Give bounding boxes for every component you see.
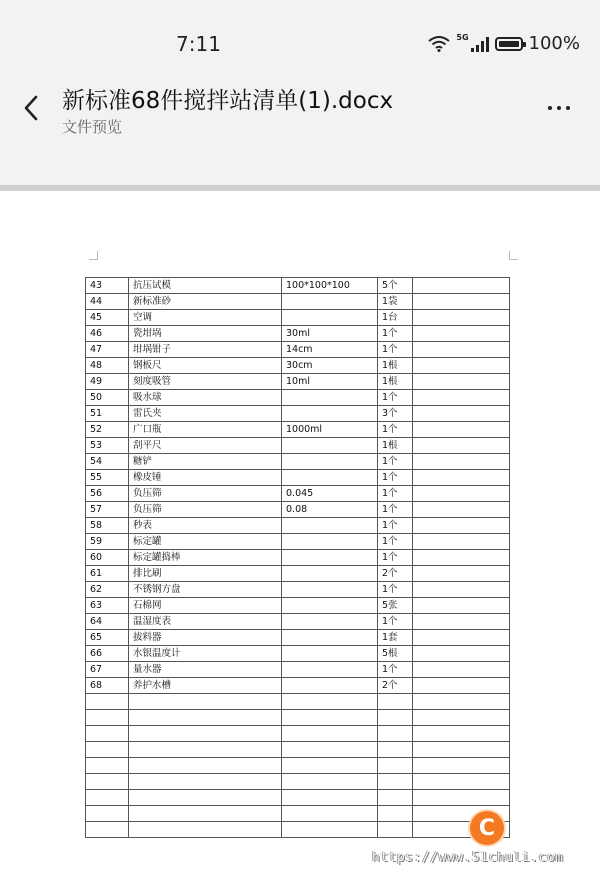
- spec-cell: [282, 774, 378, 790]
- remark-cell: [413, 534, 510, 550]
- spec-cell: 100*100*100: [282, 278, 378, 294]
- item-name-cell: 雷氏夹: [129, 406, 282, 422]
- table-row: [86, 774, 510, 790]
- network-type: 5G: [456, 33, 469, 42]
- quantity-cell: [378, 742, 413, 758]
- remark-cell: [413, 630, 510, 646]
- remark-cell: [413, 742, 510, 758]
- spec-cell: [282, 790, 378, 806]
- table-row: [86, 278, 510, 294]
- item-name-cell: 排比刷: [129, 566, 282, 582]
- more-options-icon[interactable]: [544, 96, 574, 120]
- item-name-cell: 量水器: [129, 662, 282, 678]
- status-time: 7:11: [176, 32, 221, 56]
- spec-cell: [282, 294, 378, 310]
- item-name-cell: 吸水球: [129, 390, 282, 406]
- item-name-cell: 糖铲: [129, 454, 282, 470]
- row-number-cell: 47: [86, 342, 129, 358]
- table-row: [86, 726, 510, 742]
- item-name-cell: 负压筛: [129, 486, 282, 502]
- quantity-cell: [378, 822, 413, 838]
- item-name-cell: 刮平尺: [129, 438, 282, 454]
- spec-cell: [282, 758, 378, 774]
- watermark-logo-letter: C: [478, 815, 496, 841]
- table-row: [86, 518, 510, 534]
- row-number-cell: 55: [86, 470, 129, 486]
- item-name-cell: 瓷坩埚: [129, 326, 282, 342]
- remark-cell: [413, 358, 510, 374]
- table-row: [86, 342, 510, 358]
- table-row: [86, 502, 510, 518]
- item-name-cell: [129, 742, 282, 758]
- table-row: [86, 422, 510, 438]
- remark-cell: [413, 294, 510, 310]
- remark-cell: [413, 486, 510, 502]
- spec-cell: [282, 662, 378, 678]
- quantity-cell: 5根: [378, 646, 413, 662]
- remark-cell: [413, 598, 510, 614]
- crop-mark-left: [89, 251, 98, 260]
- table-row: [86, 582, 510, 598]
- remark-cell: [413, 374, 510, 390]
- spec-cell: [282, 390, 378, 406]
- spec-cell: [282, 582, 378, 598]
- remark-cell: [413, 502, 510, 518]
- spec-cell: [282, 518, 378, 534]
- row-number-cell: 59: [86, 534, 129, 550]
- item-name-cell: [129, 694, 282, 710]
- remark-cell: [413, 342, 510, 358]
- row-number-cell: [86, 758, 129, 774]
- item-name-cell: [129, 774, 282, 790]
- spec-cell: [282, 678, 378, 694]
- quantity-cell: 1套: [378, 630, 413, 646]
- item-name-cell: 广口瓶: [129, 422, 282, 438]
- quantity-cell: 1个: [378, 454, 413, 470]
- remark-cell: [413, 438, 510, 454]
- table-row: [86, 614, 510, 630]
- remark-cell: [413, 518, 510, 534]
- quantity-cell: 1个: [378, 326, 413, 342]
- quantity-cell: 1袋: [378, 294, 413, 310]
- remark-cell: [413, 758, 510, 774]
- remark-cell: [413, 470, 510, 486]
- table-row: [86, 694, 510, 710]
- status-bar: [0, 0, 600, 86]
- remark-cell: [413, 790, 510, 806]
- crop-mark-right: [509, 251, 518, 260]
- watermark-url: https://www.51chuli.com: [372, 850, 564, 865]
- row-number-cell: 46: [86, 326, 129, 342]
- row-number-cell: 64: [86, 614, 129, 630]
- row-number-cell: 49: [86, 374, 129, 390]
- table-row: [86, 294, 510, 310]
- quantity-cell: 1个: [378, 614, 413, 630]
- row-number-cell: 52: [86, 422, 129, 438]
- spec-cell: [282, 694, 378, 710]
- remark-cell: [413, 326, 510, 342]
- item-name-cell: 新标准砂: [129, 294, 282, 310]
- toolbar-spacer: [0, 144, 600, 185]
- item-name-cell: 水银温度计: [129, 646, 282, 662]
- row-number-cell: [86, 694, 129, 710]
- spec-cell: 0.045: [282, 486, 378, 502]
- item-name-cell: 拔料器: [129, 630, 282, 646]
- spec-cell: [282, 438, 378, 454]
- remark-cell: [413, 774, 510, 790]
- table-row: [86, 470, 510, 486]
- status-icons: [428, 33, 580, 54]
- table-row: [86, 438, 510, 454]
- row-number-cell: 48: [86, 358, 129, 374]
- item-name-cell: 抗压试模: [129, 278, 282, 294]
- file-subtitle: 文件预览: [62, 118, 123, 136]
- table-row: [86, 662, 510, 678]
- row-number-cell: 50: [86, 390, 129, 406]
- app-header: [0, 86, 600, 144]
- quantity-cell: 5个: [378, 278, 413, 294]
- quantity-cell: 1台: [378, 310, 413, 326]
- item-name-cell: 不锈钢方盘: [129, 582, 282, 598]
- spec-cell: [282, 470, 378, 486]
- row-number-cell: [86, 790, 129, 806]
- item-name-cell: [129, 758, 282, 774]
- remark-cell: [413, 694, 510, 710]
- quantity-cell: 1个: [378, 342, 413, 358]
- row-number-cell: 58: [86, 518, 129, 534]
- row-number-cell: 57: [86, 502, 129, 518]
- spec-cell: [282, 806, 378, 822]
- row-number-cell: [86, 774, 129, 790]
- remark-cell: [413, 566, 510, 582]
- remark-cell: [413, 422, 510, 438]
- watermark-logo: [470, 811, 504, 845]
- row-number-cell: 53: [86, 438, 129, 454]
- quantity-cell: 2个: [378, 678, 413, 694]
- quantity-cell: 3个: [378, 406, 413, 422]
- spec-cell: [282, 534, 378, 550]
- table-row: [86, 390, 510, 406]
- quantity-cell: 1个: [378, 582, 413, 598]
- quantity-cell: 1个: [378, 486, 413, 502]
- wifi-icon: [428, 36, 450, 52]
- remark-cell: [413, 278, 510, 294]
- table-row: [86, 742, 510, 758]
- row-number-cell: 44: [86, 294, 129, 310]
- item-name-cell: 标定罐捣棒: [129, 550, 282, 566]
- row-number-cell: 63: [86, 598, 129, 614]
- back-button[interactable]: [14, 86, 48, 130]
- remark-cell: [413, 390, 510, 406]
- row-number-cell: 66: [86, 646, 129, 662]
- table-row: [86, 598, 510, 614]
- table-row: [86, 406, 510, 422]
- item-name-cell: 钢板尺: [129, 358, 282, 374]
- table-row: [86, 486, 510, 502]
- spec-cell: [282, 566, 378, 582]
- item-name-cell: [129, 790, 282, 806]
- quantity-cell: [378, 806, 413, 822]
- row-number-cell: 45: [86, 310, 129, 326]
- table-row: [86, 454, 510, 470]
- spec-cell: [282, 454, 378, 470]
- quantity-cell: 1根: [378, 358, 413, 374]
- quantity-cell: 1个: [378, 518, 413, 534]
- item-name-cell: 橡皮锤: [129, 470, 282, 486]
- spec-cell: 1000ml: [282, 422, 378, 438]
- quantity-cell: 1个: [378, 470, 413, 486]
- row-number-cell: [86, 710, 129, 726]
- spec-cell: [282, 742, 378, 758]
- spec-cell: 0.08: [282, 502, 378, 518]
- quantity-cell: 1个: [378, 550, 413, 566]
- item-name-cell: [129, 822, 282, 838]
- item-name-cell: [129, 726, 282, 742]
- item-name-cell: 负压筛: [129, 502, 282, 518]
- spec-cell: [282, 710, 378, 726]
- item-name-cell: 养护水槽: [129, 678, 282, 694]
- item-name-cell: [129, 806, 282, 822]
- remark-cell: [413, 614, 510, 630]
- row-number-cell: [86, 822, 129, 838]
- spec-cell: [282, 614, 378, 630]
- remark-cell: [413, 406, 510, 422]
- quantity-cell: 2个: [378, 566, 413, 582]
- remark-cell: [413, 726, 510, 742]
- table-row: [86, 758, 510, 774]
- spec-cell: [282, 630, 378, 646]
- signal-icon: [471, 36, 489, 52]
- table-row: [86, 534, 510, 550]
- row-number-cell: 54: [86, 454, 129, 470]
- row-number-cell: 68: [86, 678, 129, 694]
- spec-cell: [282, 822, 378, 838]
- item-name-cell: [129, 710, 282, 726]
- spec-cell: [282, 550, 378, 566]
- row-number-cell: 51: [86, 406, 129, 422]
- row-number-cell: [86, 806, 129, 822]
- row-number-cell: [86, 742, 129, 758]
- table-row: [86, 822, 510, 838]
- table-row: [86, 550, 510, 566]
- row-number-cell: 65: [86, 630, 129, 646]
- table-row: [86, 646, 510, 662]
- quantity-cell: 1个: [378, 662, 413, 678]
- quantity-cell: [378, 710, 413, 726]
- table-row: [86, 358, 510, 374]
- row-number-cell: 56: [86, 486, 129, 502]
- table-row: [86, 310, 510, 326]
- row-number-cell: [86, 726, 129, 742]
- spec-cell: [282, 406, 378, 422]
- quantity-cell: 1个: [378, 422, 413, 438]
- table-row: [86, 326, 510, 342]
- remark-cell: [413, 646, 510, 662]
- battery-icon: [495, 37, 523, 51]
- quantity-cell: 1个: [378, 390, 413, 406]
- remark-cell: [413, 310, 510, 326]
- spec-cell: [282, 726, 378, 742]
- spec-cell: [282, 310, 378, 326]
- quantity-cell: [378, 774, 413, 790]
- row-number-cell: 61: [86, 566, 129, 582]
- row-number-cell: 60: [86, 550, 129, 566]
- table-row: [86, 678, 510, 694]
- spec-cell: 30cm: [282, 358, 378, 374]
- item-name-cell: 坩埚钳子: [129, 342, 282, 358]
- table-row: [86, 806, 510, 822]
- item-name-cell: 刻度吸管: [129, 374, 282, 390]
- table-row: [86, 790, 510, 806]
- item-name-cell: 秒表: [129, 518, 282, 534]
- quantity-cell: [378, 694, 413, 710]
- quantity-cell: 1根: [378, 374, 413, 390]
- quantity-cell: 1个: [378, 534, 413, 550]
- file-title: 新标准68件搅拌站清单(1).docx: [62, 88, 394, 114]
- equipment-table: [85, 277, 510, 838]
- quantity-cell: [378, 758, 413, 774]
- item-name-cell: 空调: [129, 310, 282, 326]
- remark-cell: [413, 662, 510, 678]
- quantity-cell: [378, 726, 413, 742]
- remark-cell: [413, 454, 510, 470]
- quantity-cell: 5张: [378, 598, 413, 614]
- remark-cell: [413, 678, 510, 694]
- remark-cell: [413, 550, 510, 566]
- quantity-cell: 1根: [378, 438, 413, 454]
- table-row: [86, 710, 510, 726]
- spec-cell: 14cm: [282, 342, 378, 358]
- spec-cell: 10ml: [282, 374, 378, 390]
- table-row: [86, 630, 510, 646]
- row-number-cell: 62: [86, 582, 129, 598]
- item-name-cell: 石棉网: [129, 598, 282, 614]
- spec-cell: 30ml: [282, 326, 378, 342]
- item-name-cell: 温湿度表: [129, 614, 282, 630]
- row-number-cell: 67: [86, 662, 129, 678]
- remark-cell: [413, 710, 510, 726]
- battery-level: 100%: [528, 33, 580, 54]
- quantity-cell: [378, 790, 413, 806]
- row-number-cell: 43: [86, 278, 129, 294]
- table-row: [86, 566, 510, 582]
- spec-cell: [282, 646, 378, 662]
- item-name-cell: 标定罐: [129, 534, 282, 550]
- chevron-left-icon: [23, 95, 39, 121]
- quantity-cell: 1个: [378, 502, 413, 518]
- spec-cell: [282, 598, 378, 614]
- remark-cell: [413, 582, 510, 598]
- table-row: [86, 374, 510, 390]
